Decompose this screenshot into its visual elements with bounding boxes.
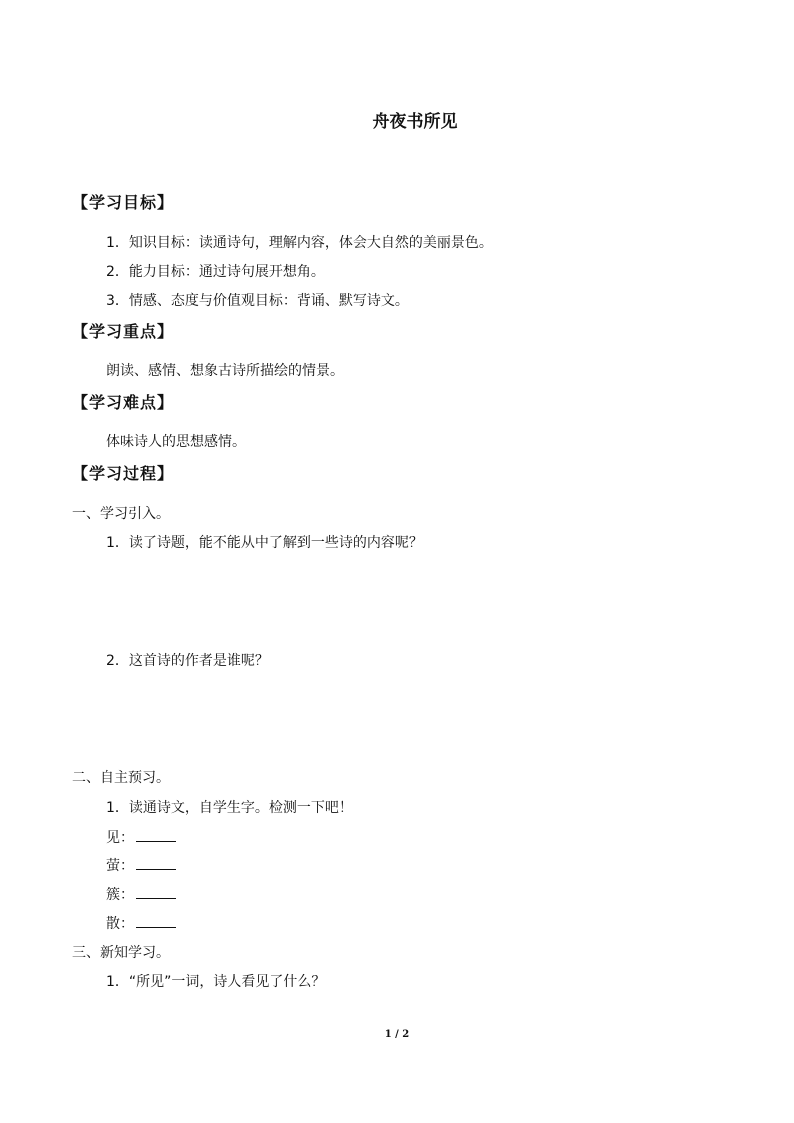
objective-item: 1．知识目标：读通诗句，理解内容，体会大自然的美丽景色。 <box>106 235 493 251</box>
part1-question-2: 2．这首诗的作者是谁呢？ <box>106 653 269 669</box>
char-label: 见： <box>106 830 134 846</box>
part3-question-1: 1．“所见”一词，诗人看见了什么？ <box>106 974 326 990</box>
key-points-heading: 【学习重点】 <box>72 322 175 341</box>
char-label: 散： <box>106 916 134 932</box>
part2-question-1: 1．读通诗文，自学生字。检测一下吧！ <box>106 800 353 816</box>
answer-blank[interactable] <box>136 915 176 928</box>
part3-title: 三、新知学习。 <box>72 945 170 961</box>
objective-item: 2．能力目标：通过诗句展开想角。 <box>106 264 325 280</box>
objectives-heading: 【学习目标】 <box>72 193 175 212</box>
key-points-text: 朗读、感情、想象古诗所描绘的情景。 <box>106 363 344 379</box>
document-title: 舟夜书所见 <box>372 112 458 132</box>
char-line <box>106 913 176 933</box>
answer-blank[interactable] <box>136 857 176 870</box>
process-heading: 【学习过程】 <box>72 464 175 483</box>
char-line <box>106 827 176 847</box>
page-number: 1 / 2 <box>384 1029 410 1040</box>
part2-title: 二、自主预习。 <box>72 770 170 786</box>
answer-blank[interactable] <box>136 829 176 842</box>
part1-title: 一、学习引入。 <box>72 506 170 522</box>
difficulties-text: 体味诗人的思想感情。 <box>106 434 246 450</box>
difficulties-heading: 【学习难点】 <box>72 393 175 412</box>
char-label: 萤： <box>106 858 134 874</box>
answer-blank[interactable] <box>136 886 176 899</box>
char-label: 簇： <box>106 887 134 903</box>
objective-item: 3．情感、态度与价值观目标：背诵、默写诗文。 <box>106 293 409 309</box>
char-line <box>106 855 176 875</box>
char-line <box>106 884 176 904</box>
part1-question-1: 1．读了诗题，能不能从中了解到一些诗的内容呢？ <box>106 535 423 551</box>
